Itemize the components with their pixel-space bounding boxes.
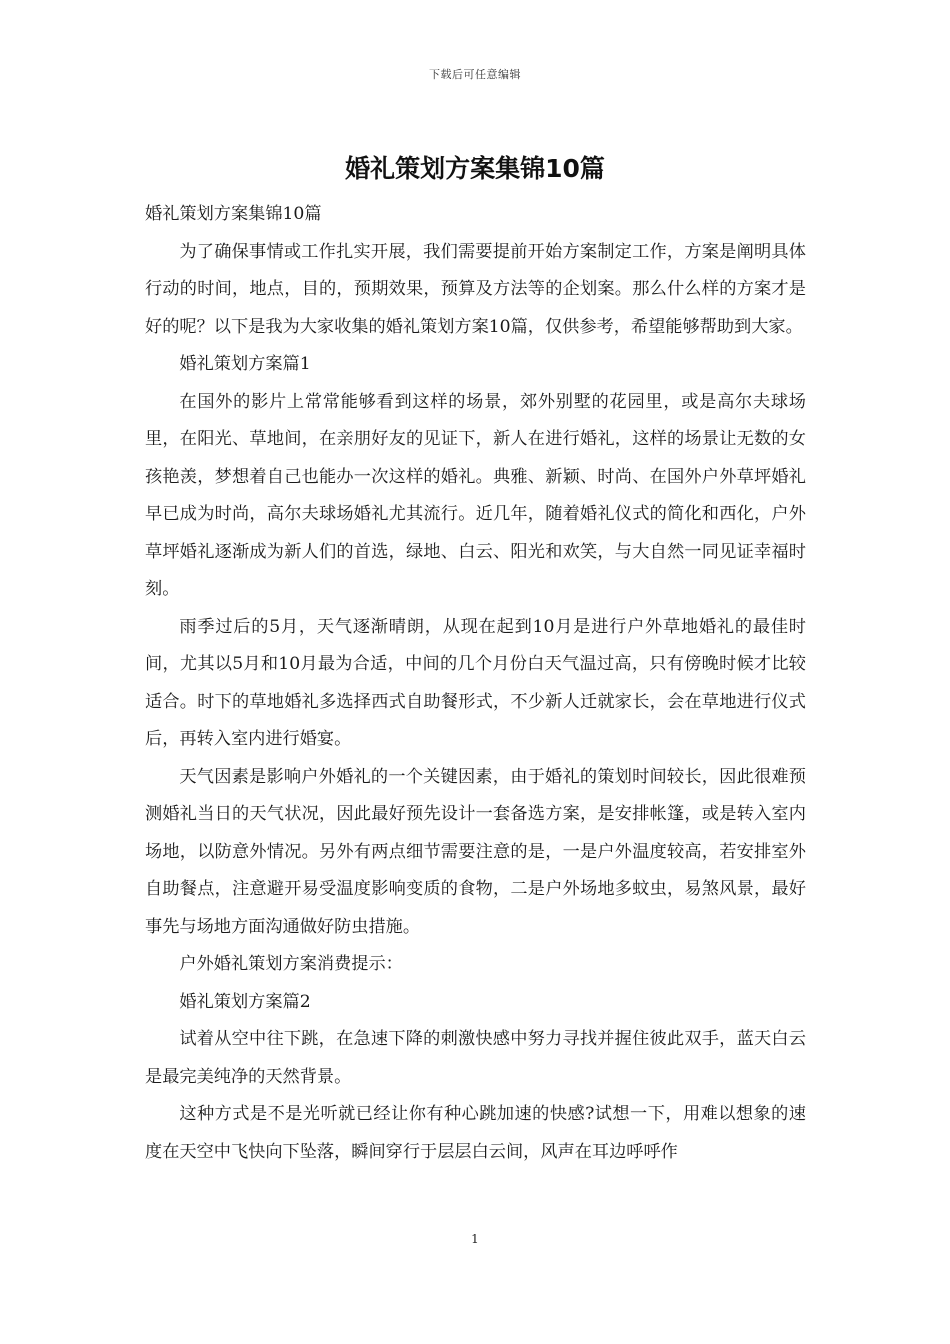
page-header: 下载后可任意编辑: [429, 68, 521, 81]
subtitle-paragraph: 婚礼策划方案集锦10篇: [145, 204, 322, 224]
intro-paragraph: 为了确保事情或工作扎实开展，我们需要提前开始方案制定工作，方案是阐明具体行动的时间，地点，目的，预期效果，预算及方法等的企划案。那么什么样的方案才是好的呢？以下是我为大家收集的婚礼策划方案10篇，仅供参考，希望能够帮助到大家。: [145, 241, 806, 337]
body-paragraph: 试着从空中往下跳，在急速下降的刺激快感中努力寻找并握住彼此双手，蓝天白云是最完美纯净的天然背景。: [145, 1029, 806, 1087]
body-paragraph: 在国外的影片上常常能够看到这样的场景，郊外别墅的花园里，或是高尔夫球场里，在阳光、草地间，在亲朋好友的见证下，新人在进行婚礼，这样的场景让无数的女孩艳羡，梦想着自己也能办一次这样的婚礼。典雅、新颖、时尚、在国外户外草坪婚礼早已成为时尚，高尔夫球场婚礼尤其流行。近几年，随着婚礼仪式的简化和西化，户外草坪婚礼逐渐成为新人们的首选，绿地、白云、阳光和欢笑，与大自然一同见证幸福时刻。: [145, 391, 806, 599]
section-heading-1: 婚礼策划方案篇1: [179, 354, 311, 374]
document-title: 婚礼策划方案集锦10篇: [345, 154, 605, 183]
section-heading-2: 婚礼策划方案篇2: [179, 991, 311, 1012]
page-number: 1: [471, 1232, 479, 1246]
document-body: [145, 196, 806, 1171]
subsection-heading: 户外婚礼策划方案消费提示：: [179, 954, 403, 974]
body-paragraph: 雨季过后的5月，天气逐渐晴朗，从现在起到10月是进行户外草地婚礼的最佳时间，尤其以5月和10月最为合适，中间的几个月份白天气温过高，只有傍晚时候才比较适合。时下的草地婚礼多选择西式自助餐形式，不少新人迁就家长，会在草地进行仪式后，再转入室内进行婚宴。: [145, 616, 806, 749]
body-paragraph: 这种方式是不是光听就已经让你有种心跳加速的快感?试想一下，用难以想象的速度在天空中飞快向下坠落，瞬间穿行于层层白云间，风声在耳边呼呼作: [145, 1104, 806, 1162]
body-paragraph: 天气因素是影响户外婚礼的一个关键因素，由于婚礼的策划时间较长，因此很难预测婚礼当日的天气状况，因此最好预先设计一套备选方案，是安排帐篷，或是转入室内场地，以防意外情况。另外有两点细节需要注意的是，一是户外温度较高，若安排室外自助餐点，注意避开易受温度影响变质的食物，二是户外场地多蚊虫，易煞风景，最好事先与场地方面沟通做好防虫措施。: [145, 766, 806, 937]
